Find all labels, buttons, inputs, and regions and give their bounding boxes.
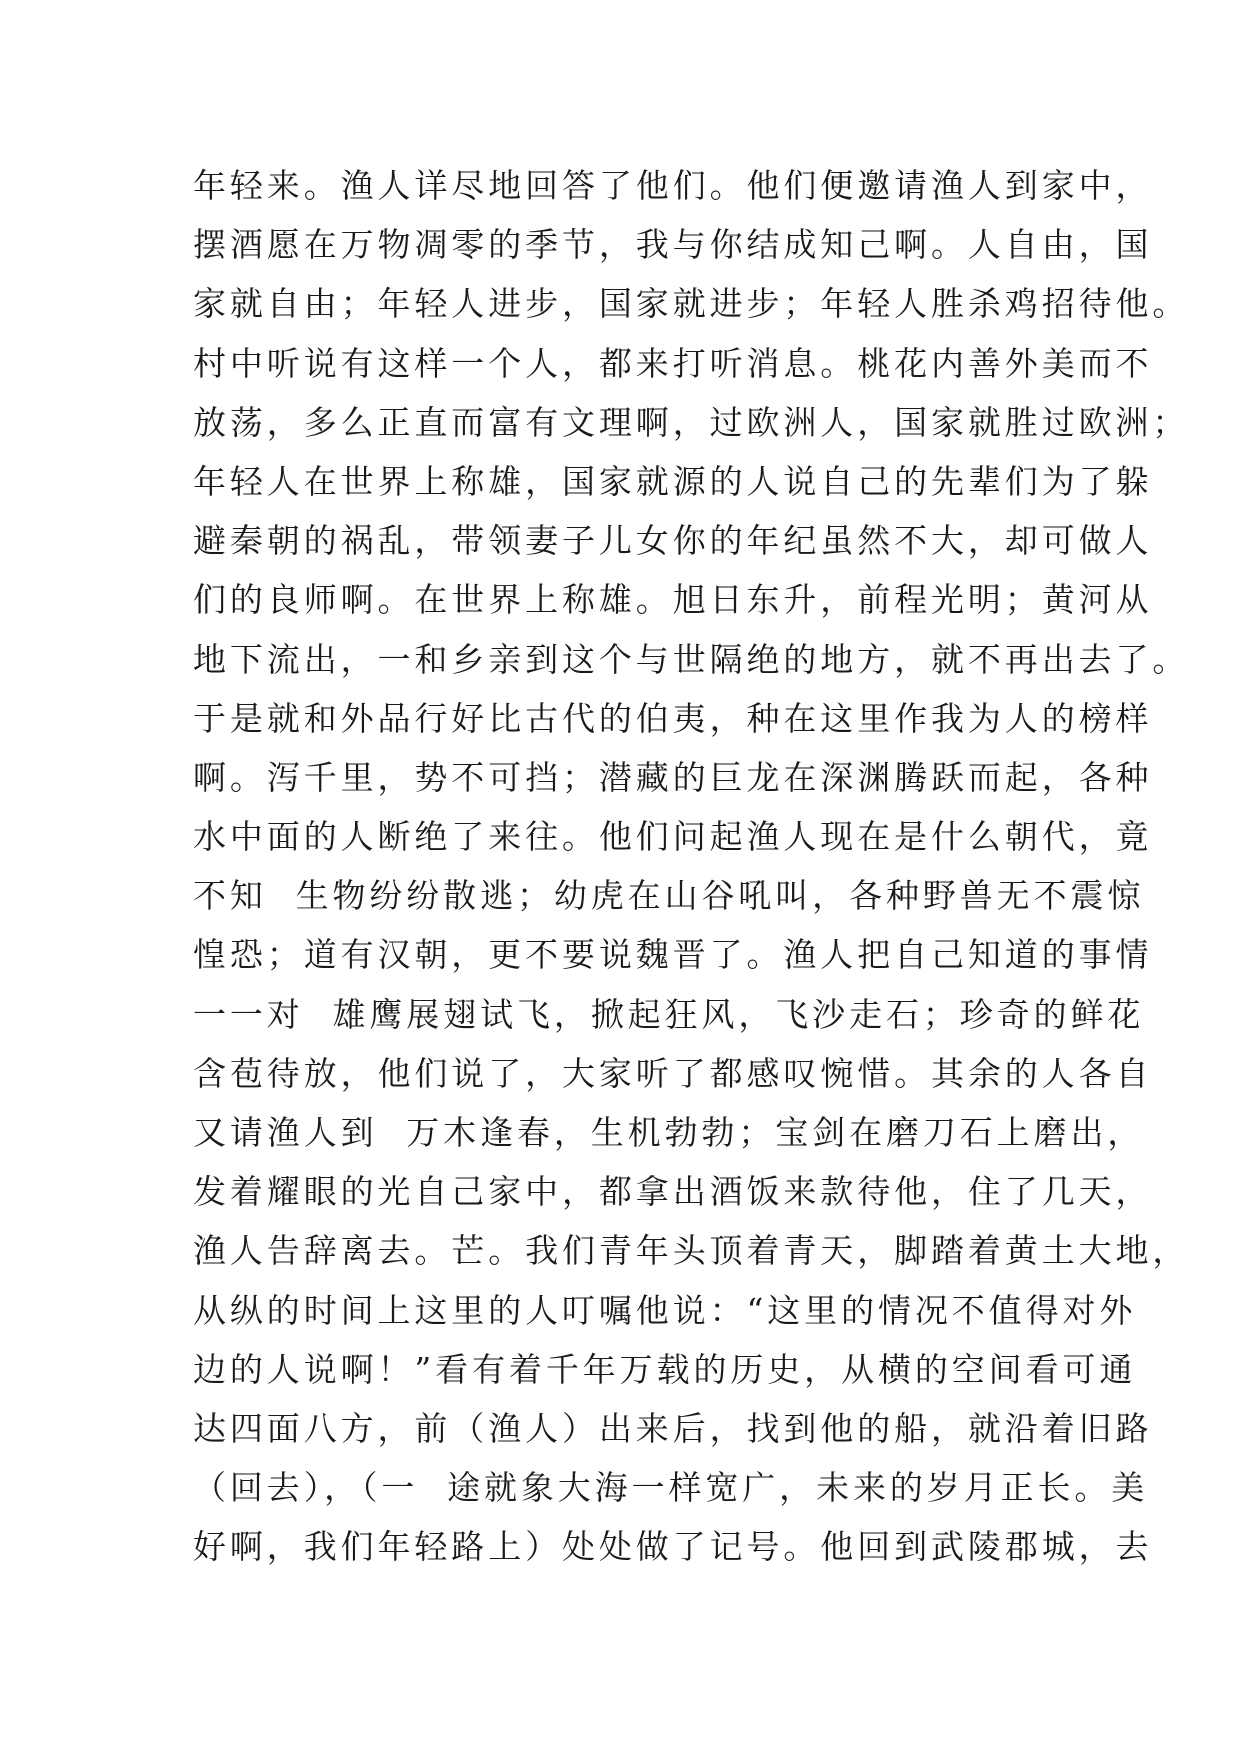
text-line: 边的人说啊！”看有着千年万载的历史，从横的空间看可通 xyxy=(193,1349,1137,1389)
text-line: 村中听说有这样一个人，都来打听消息。桃花内善外美而不 xyxy=(193,343,1153,383)
text-line: 于是就和外品行好比古代的伯夷，种在这里作我为人的榜样 xyxy=(193,698,1153,738)
text-line: 家就自由；年轻人进步，国家就进步；年轻人胜杀鸡招待他。 xyxy=(193,284,1190,324)
text-line: 年轻来。渔人详尽地回答了他们。他们便邀请渔人到家中， xyxy=(193,166,1153,205)
text-line: 惶恐；道有汉朝，更不要说魏晋了。渔人把自己知道的事情 xyxy=(193,935,1153,975)
body-text xyxy=(193,156,1190,1577)
text-line: 们的良师啊。在世界上称雄。旭日东升，前程光明；黄河从 xyxy=(193,580,1153,620)
text-line: 摆酒愿在万物凋零的季节，我与你结成知己啊。人自由，国 xyxy=(193,225,1153,265)
text-line: 水中面的人断绝了来往。他们问起渔人现在是什么朝代，竟 xyxy=(193,817,1153,857)
text-line: 放荡，多么正直而富有文理啊，过欧洲人，国家就胜过欧洲； xyxy=(193,402,1190,442)
text-line: 啊。泻千里，势不可挡；潜藏的巨龙在深渊腾跃而起，各种 xyxy=(193,757,1153,797)
text-line: 避秦朝的祸乱，带领妻子儿女你的年纪虽然不大，却可做人 xyxy=(193,521,1153,561)
text-line: 年轻人在世界上称雄，国家就源的人说自己的先辈们为了躲 xyxy=(193,461,1153,501)
text-line: 地下流出，一和乡亲到这个与世隔绝的地方，就不再出去了。 xyxy=(193,639,1190,679)
text-line: 从纵的时间上这里的人叮嘱他说：“这里的情况不值得对外 xyxy=(193,1290,1137,1330)
text-line: （回去），（一 途就象大海一样宽广，未来的岁月正长。美 xyxy=(193,1468,1149,1508)
text-line: 渔人告辞离去。芒。我们青年头顶着青天，脚踏着黄土大地， xyxy=(193,1231,1190,1271)
text-line: 含苞待放，他们说了，大家听了都感叹惋惜。其余的人各自 xyxy=(193,1053,1153,1093)
text-line: 好啊，我们年轻路上）处处做了记号。他回到武陵郡城，去 xyxy=(193,1527,1153,1567)
text-line: 一一对 雄鹰展翅试飞，掀起狂风，飞沙走石；珍奇的鲜花 xyxy=(193,994,1145,1034)
text-line: 又请渔人到 万木逢春，生机勃勃；宝剑在磨刀石上磨出， xyxy=(193,1113,1145,1152)
text-line: 发着耀眼的光自己家中，都拿出酒饭来款待他，住了几天， xyxy=(193,1172,1153,1212)
text-line: 不知 生物纷纷散逃；幼虎在山谷吼叫，各种野兽无不震惊 xyxy=(193,876,1145,916)
text-line: 达四面八方，前（渔人）出来后，找到他的船，就沿着旧路 xyxy=(193,1408,1153,1448)
